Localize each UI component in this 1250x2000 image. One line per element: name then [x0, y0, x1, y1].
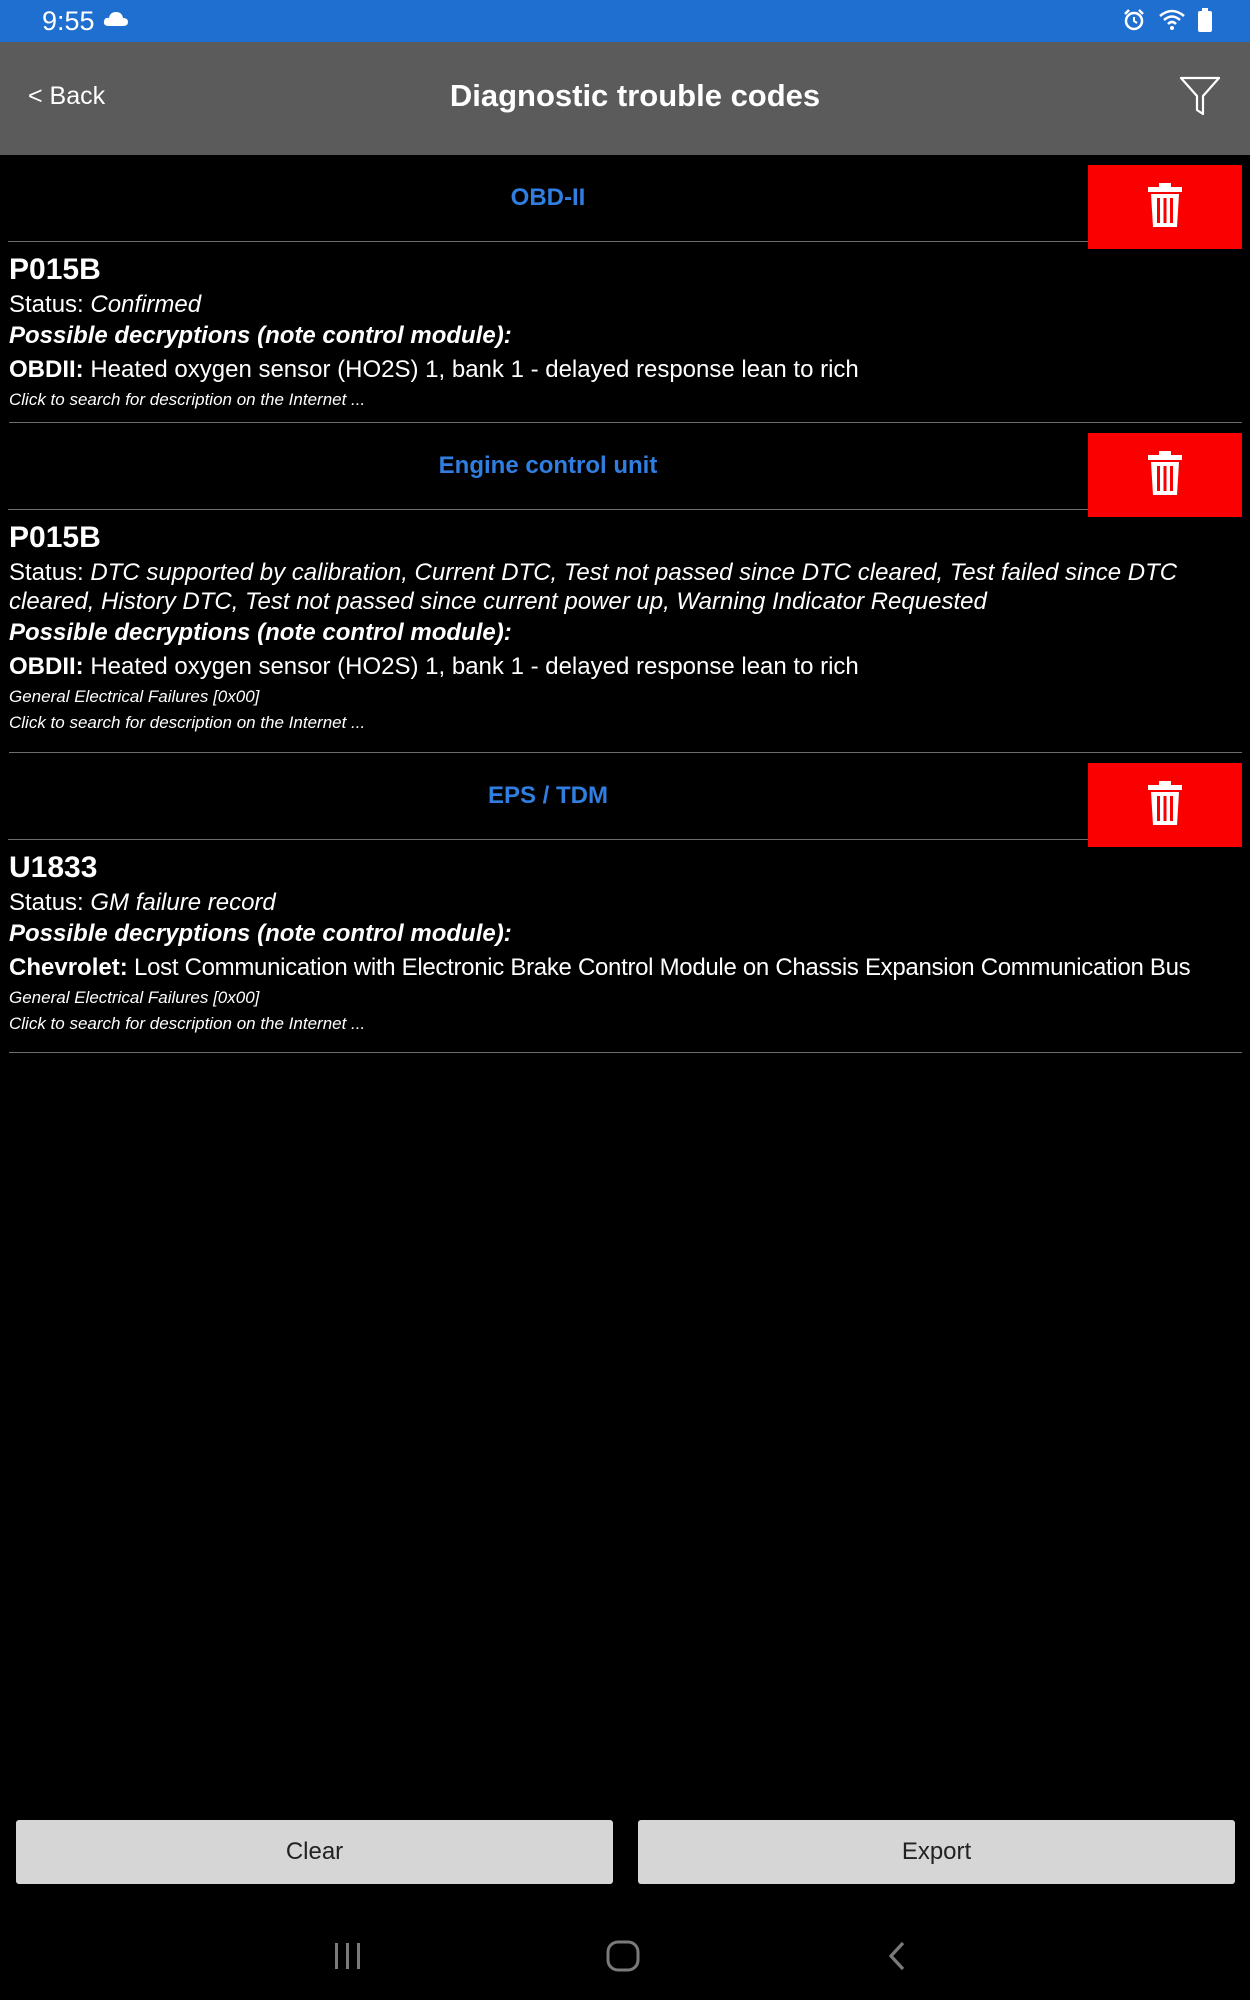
app-bar — [0, 42, 1250, 155]
dtc-status-value: Confirmed — [90, 291, 202, 318]
decryption-title: Possible decryptions (note control module): — [9, 322, 512, 349]
module-title: EPS / TDM — [487, 782, 608, 809]
battery-icon — [1198, 8, 1212, 37]
dtc-status: Status: Confirmed — [9, 291, 202, 318]
recent-apps-icon[interactable] — [332, 1940, 364, 1977]
failure-type: General Electrical Failures [0x00] — [9, 988, 260, 1007]
module-header — [8, 155, 1242, 242]
decryption-title: Possible decryptions (note control module): — [9, 619, 512, 646]
dtc-entry[interactable] — [9, 242, 1242, 423]
clear-button[interactable]: Clear — [16, 1820, 613, 1884]
navigation-bar — [0, 1920, 1250, 2000]
dtc-status: Status: GM failure record — [9, 889, 276, 916]
module-title: OBD-II — [510, 184, 586, 211]
wifi-icon — [1158, 9, 1186, 36]
delete-button[interactable] — [1088, 165, 1242, 249]
dtc-entry[interactable] — [9, 840, 1242, 1053]
dtc-description — [9, 951, 1234, 985]
description-text: Heated oxygen sensor (HO2S) 1, bank 1 - delayed response lean to rich — [83, 653, 859, 680]
search-hint-link[interactable]: Click to search for description on the Internet ... — [9, 390, 366, 409]
delete-button[interactable] — [1088, 433, 1242, 517]
back-nav-icon[interactable] — [885, 1940, 909, 1977]
home-icon[interactable] — [606, 1940, 640, 1977]
dtc-code: P015B — [9, 253, 101, 286]
description-text: Heated oxygen sensor (HO2S) 1, bank 1 - delayed response lean to rich — [83, 356, 859, 383]
alarm-icon — [1122, 8, 1146, 37]
trash-icon — [1148, 183, 1182, 232]
trash-icon — [1148, 781, 1182, 830]
dtc-code: U1833 — [9, 851, 98, 884]
bottom-buttons — [0, 1820, 1250, 1884]
dtc-list — [0, 155, 1250, 1053]
failure-type: General Electrical Failures [0x00] — [9, 687, 260, 706]
cloud-icon — [103, 11, 129, 32]
decryption-title: Possible decryptions (note control module): — [9, 920, 512, 947]
dtc-description — [9, 650, 1234, 684]
status-time: 9:55 — [42, 6, 95, 36]
module-title: Engine control unit — [438, 452, 658, 479]
back-button[interactable]: < Back — [28, 82, 106, 110]
description-text: Lost Communication with Electronic Brake Control Module on Chassis Expansion Communication Bus — [127, 954, 1191, 981]
dtc-code: P015B — [9, 521, 101, 554]
trash-icon — [1148, 451, 1182, 500]
description-source: Chevrolet: — [9, 954, 128, 981]
status-bar — [0, 0, 1250, 42]
description-source: OBDII: — [9, 653, 84, 680]
dtc-section — [0, 155, 1250, 423]
page-title: Diagnostic trouble codes — [449, 78, 821, 113]
description-source: OBDII: — [9, 356, 84, 383]
module-header — [8, 423, 1242, 510]
dtc-section — [0, 423, 1250, 753]
dtc-status: Status: DTC supported by calibration, Current DTC, Test not passed since DTC cleared, Test failed since DTC cleared, History DTC, Test not passed since current power up, Warning Indicator Requested — [9, 559, 1178, 615]
dtc-entry[interactable] — [9, 510, 1242, 753]
filter-icon[interactable] — [1178, 74, 1222, 123]
export-button[interactable]: Export — [638, 1820, 1235, 1884]
search-hint-link[interactable]: Click to search for description on the Internet ... — [9, 713, 366, 732]
delete-button[interactable] — [1088, 763, 1242, 847]
module-header — [8, 753, 1242, 840]
search-hint-link[interactable]: Click to search for description on the Internet ... — [9, 1014, 366, 1033]
dtc-status-value: GM failure record — [90, 889, 276, 916]
dtc-section — [0, 753, 1250, 1053]
dtc-status-value: DTC supported by calibration, Current DTC, Test not passed since DTC cleared, Test failed since DTC cleared, History DTC, Test not passed since current power up, Warning Indicator Requested — [9, 559, 1178, 615]
dtc-description — [9, 353, 1234, 387]
